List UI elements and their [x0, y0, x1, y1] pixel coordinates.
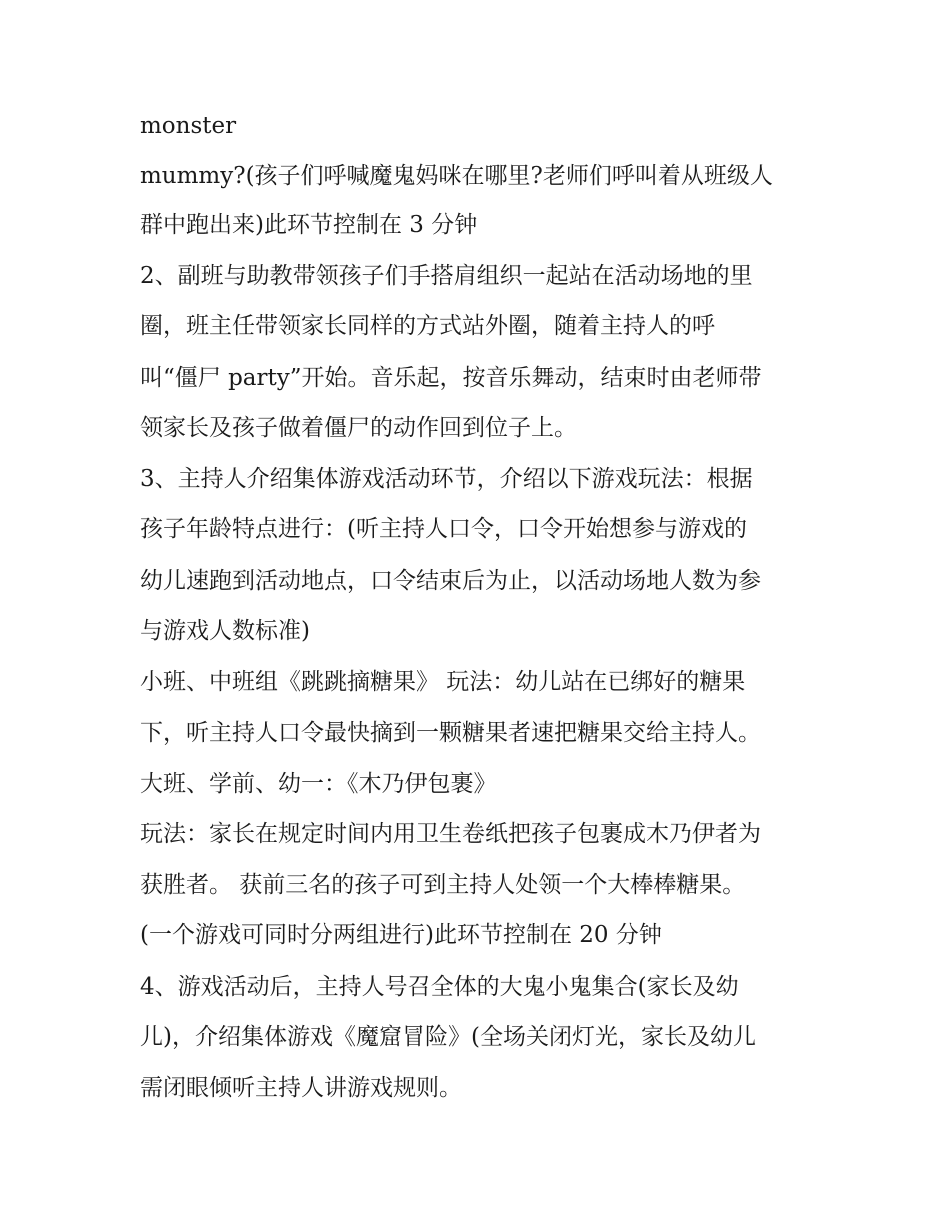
text-line-16: 获胜者。 获前三名的孩子可到主持人处领一个大棒棒糖果。	[140, 872, 746, 898]
text-line-11: 与游戏人数标准)	[140, 618, 310, 644]
text-line-20: 需闭眼倾听主持人讲游戏规则。	[140, 1075, 462, 1101]
text-line-3: 群中跑出来)此环节控制在 3 分钟	[140, 212, 478, 238]
text-line-5: 圈，班主任带领家长同样的方式站外圈，随着主持人的呼	[140, 313, 715, 339]
text-line-10: 幼儿速跑到活动地点，口令结束后为止，以活动场地人数为参	[140, 568, 761, 594]
text-line-18: 4、游戏活动后，主持人号召全体的大鬼小鬼集合(家长及幼	[140, 974, 739, 1000]
text-line-8: 3、主持人介绍集体游戏活动环节，介绍以下游戏玩法：根据	[140, 466, 753, 492]
text-line-14: 大班、学前、幼一：《木乃伊包裹》	[140, 771, 497, 797]
text-line-13: 下，听主持人口令最快摘到一颗糖果者速把糖果交给主持人。	[140, 720, 761, 746]
text-line-19: 儿)，介绍集体游戏《魔窟冒险》(全场关闭灯光，家长及幼儿	[140, 1024, 756, 1050]
text-line-15: 玩法：家长在规定时间内用卫生卷纸把孩子包裹成木乃伊者为	[140, 821, 761, 847]
text-line-4: 2、副班与助教带领孩子们手搭肩组织一起站在活动场地的里	[140, 263, 753, 289]
text-line-7: 领家长及孩子做着僵尸的动作回到位子上。	[140, 415, 577, 441]
text-line-9: 孩子年龄特点进行：(听主持人口令，口令开始想参与游戏的	[140, 516, 747, 542]
text-line-2: mummy?(孩子们呼喊魔鬼妈咪在哪里?老师们呼叫着从班级人	[140, 163, 773, 189]
text-line-6: 叫“僵尸 party”开始。音乐起，按音乐舞动，结束时由老师带	[140, 365, 762, 391]
text-line-12: 小班、中班组《跳跳摘糖果》 玩法：幼儿站在已绑好的糖果	[140, 669, 746, 695]
text-line-1: monster	[140, 113, 237, 139]
text-line-17: (一个游戏可同时分两组进行)此环节控制在 20 分钟	[140, 922, 662, 948]
